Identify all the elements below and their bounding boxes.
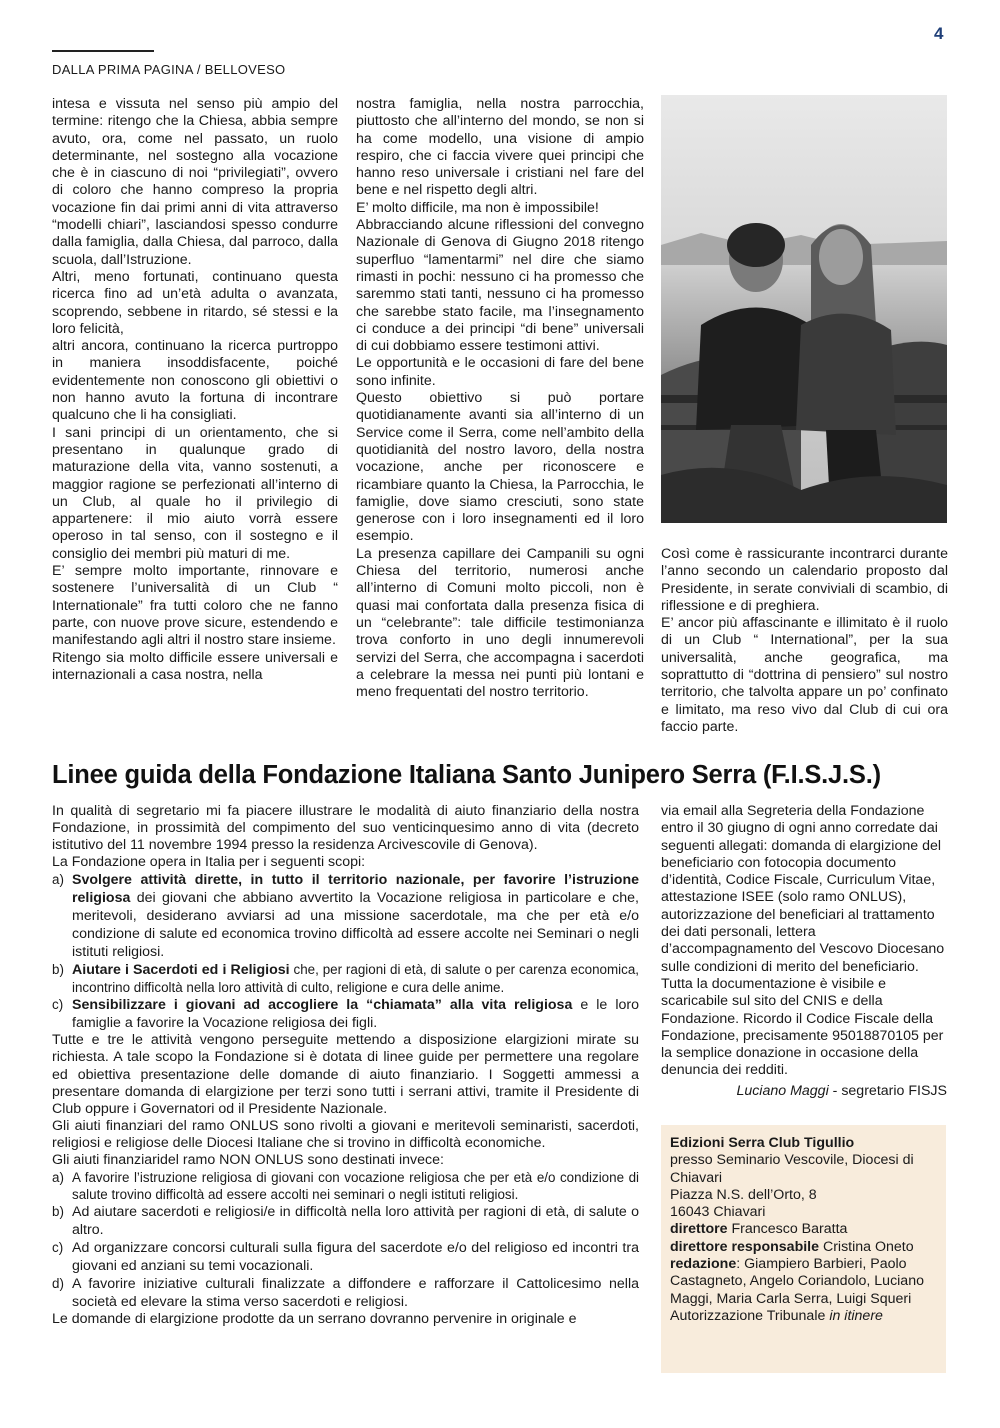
list-item [52,961,639,996]
edizioni-address: Piazza N.S. dell’Orto, 8 [670,1186,817,1203]
paragraph: Tutte e tre le attività vengono perseguite mettendo a disposizione elargizioni mirate su richiesta. A tale scopo la Fondazione si è dotata di linee guide per permettere una regolare ed obiettiva presentazione delle domande di aiuto finanziario. I Soggetti ammessi a presentare domanda di elargizione per terzi sono tutti i serrani attivi, tramite il Presidente di Club oppure i Governatori od il Presidente Nazionale. [52,1032,639,1117]
list-marker: c) [52,997,64,1013]
direttore-label: direttore [670,1221,728,1238]
paragraph: Così come è rassicurante incontrarci durante l’anno secondo un calendario proposto dal Presidente, in serate conviviali di scambio, di riflessione e di preghiera. [661,546,948,614]
redazione-names: : Giampiero Barbieri, Paolo Castagneto, Angelo Coriandolo, Luciano Maggi, Maria Carla Serra, Luigi Squeri [670,1256,924,1307]
list-marker: d) [52,1276,64,1292]
list-item [52,871,639,961]
list-item-bold: Sensibilizzare i giovani ad accogliere la “chiamata” alla vita religiosa [72,997,573,1014]
list-item [52,1169,639,1203]
paragraph: Gli aiuti finanziari del ramo ONLUS sono rivolti a giovani e meritevoli seminaristi, sacerdoti, religiosi e religiose delle Diocesi Italiane che si trovino in difficoltà economiche. [52,1117,639,1151]
scopi-list [52,871,639,1032]
paragraph: Le domande di elargizione prodotte da un serrano dovranno pervenire in originale e [52,1311,577,1328]
page-number: 4 [934,24,944,43]
list-item [52,1203,639,1239]
paragraph: Altri, meno fortunati, continuano questa ricerca fino ad un’età adulta o avanzata, scoprendo, sebbene in ritardo, sé stessi e la loro felicità, [52,268,338,337]
paragraph: Gli aiuti finanziaridel ramo NON ONLUS sono destinati invece: [52,1152,444,1169]
list-item-text: A favorire l’istruzione religiosa di giovani con vocazione religiosa che per età e/o condizione di salute trovino difficoltà ad essere accolti nei seminari o negli istituti religiosi. [72,1170,639,1203]
article-column-3 [661,546,948,736]
paragraph: E’ ancor più affascinante e illimitato è il ruolo di un Club “ International”, per la sua universalità, anche geografica, ma soprattutto di “dottrina di pensiero” sul nostro territorio, che talvolta appare un po’ confinato e limitato, ma reso vivo dal Club di cui ora faccio parte. [661,615,948,735]
list-marker: b) [52,962,64,978]
paragraph: In qualità di segretario mi fa piacere illustrare le modalità di aiuto finanziario della nostra Fondazione, in prossimità del compimento del suo venticinquesimo anno di vita (decreto istitutivo del 11 novembre 1994 presso la residenza Arcivescovile di Genova). [52,803,639,854]
list-item-text: A favorire iniziative culturali finalizzate a diffondere e rafforzare il Cattolicesimo nella società ed elevare la stima verso sacerdoti e religiosi. [72,1276,639,1311]
paragraph: nostra famiglia, nella nostra parrocchia, piuttosto che all’interno del mondo, se non si ha come modello, una visione di ampio respiro, che ci faccia vivere quei principi che hanno reso universale i cristiani nel fare del bene e nel rispetto degli altri. [356,96,644,199]
paragraph: E’ molto difficile, ma non è impossibile! [356,199,599,216]
article-column-1 [52,96,338,684]
signature-role: - segretario FISJS [828,1082,947,1099]
paragraph: Le opportunità e le occasioni di fare del bene sono infinite. [356,355,644,389]
list-item [52,1239,639,1275]
list-item [52,1275,639,1311]
article-column-2 [356,96,644,701]
paragraph: Abbracciando alcune riflessioni del convegno Nazionale di Genova di Giugno 2018 ritengo superfluo “lamentarmi” nel dire che siamo rimasti in pochi: nessuno ci ha promesso che saremmo stati tanti, nessuno ci ha promesso che sarebbe stato facile, ma l’insegnamento ci conduce a dei principi “di bene” universali di cui dobbiamo essere testimoni attivi. [356,217,644,355]
list-item-bold: Aiutare i Sacerdoti ed i Religiosi [72,962,290,979]
paragraph: Questo obiettivo si può portare quotidianamente avanti sia all’interno di un Service come il Serra, come nell’ambito della quotidianità del nostro lavoro, della nostra vocazione, anche per riconoscere e ricambiare quanto la Chiesa, la Parrocchia, le famiglie, dove siamo cresciuti, sono state generose con i loro insegnamenti ed il loro esempio. [356,390,644,545]
redazione-label: redazione [670,1256,737,1273]
responsabile-label: direttore responsabile [670,1238,820,1255]
linee-guida-headline: Linee guida della Fondazione Italiana Santo Junipero Serra (F.I.S.J.S.) [52,761,881,789]
signature [661,1083,947,1100]
paragraph: altri ancora, continuano la ricerca purtroppo in maniera insoddisfacente, poiché evidentemente non conoscono gli obiettivi o non hanno avuto la fortuna di incontrare qualcuno che li ha consigliati. [52,338,338,424]
section-label: DALLA PRIMA PAGINA / BELLOVESO [52,62,286,77]
responsabile-name: Cristina Oneto [819,1238,914,1255]
list-item [52,996,639,1032]
paragraph: via email alla Segreteria della Fondazione entro il 30 giugno di ogni anno corredate dai seguenti allegati: domanda di elargizione del beneficiario con fotocopia documento d’identità, Codice Fiscale, Curriculum Vitae, attestazione ISEE (solo ramo ONLUS), autorizzazione del beneficiari al trattamento dei dati personali, lettera d’accompagnamento del Vescovo Diocesano sulle condizioni di merito del beneficiario. Tutta la documentazione è visibile e scaricabile sul sito del CNIS e della Fondazione. Ricordo il Codice Fiscale della Fondazione, precisamente 95018870105 per la semplice donazione in occasione della denuncia dei redditi. [661,803,945,1079]
paragraph: intesa e vissuta nel senso più ampio del termine: ritengo che la Chiesa, abbia sempre avuto, ora, come nel passato, un ruolo determinante, nel sostegno alla vocazione che è in ciascuno di noi “privilegiati”, ovvero di coloro che hanno compreso la propria vocazione fin dai primi anni di vita attraverso “modelli chiari”, lasciandosi spesso condurre dalla famiglia, dalla Chiesa, dal parroco, dalla scuola, dall’Istruzione. [52,96,338,268]
edizioni-address: 16043 Chiavari [670,1204,766,1221]
edizioni-title: Edizioni Serra Club Tigullio [670,1135,855,1151]
autorizzazione-value: in itinere [829,1307,883,1324]
linee-guida-column-2 [661,803,947,1100]
section-rule [52,50,154,52]
paragraph: I sani principi di un orientamento, che si presentano in qualunque grado di maturazione della vita, vanno sostenuti, a maggior ragione se perfezionati all’interno di un Club, al quale ho il privilegio di appartenere: il mio aiuto vorrà essere operoso in tal senso, con il sostegno e il consiglio dei membri più maturi di me. [52,424,338,562]
list-item-text: e le loro famiglie a favorire la Vocazione religiosa dei figli. [72,997,639,1032]
non-onlus-list [52,1169,639,1311]
list-item-text: dei giovani che abbiano avvertito la Vocazione religiosa in particolare e che, meritevoli, desiderano avviarsi ad una missione sacerdotale, ma che per età e/o condizione di salute ed economica trovino difficoltà ad essere accolte nei Seminari o negli istituti religiosi. [72,890,639,961]
paragraph: Ritengo sia molto difficile essere universali e internazionali a casa nostra, nella [52,649,338,683]
paragraph: La presenza capillare dei Campanili su ogni Chiesa del territorio, numerosi anche all’interno di Comuni molto piccoli, non è quasi mai confortata dalla presenza fisica di un “celebrante”: tale difficile testimonianza trova conforto in uno degli innumerevoli servizi del Serra, che accompagna i sacerdoti a celebrare la messa nei punti più lontani e meno frequentati del nostro territorio. [356,545,644,701]
signature-name: Luciano Maggi [736,1082,829,1099]
paragraph: La Fondazione opera in Italia per i seguenti scopi: [52,854,366,871]
linee-guida-body [52,803,639,1328]
list-marker: a) [52,1170,64,1186]
direttore-name: Francesco Baratta [727,1221,848,1238]
paragraph: E’ sempre molto importante, rinnovare e sostenere l’universalità di un Club “ Internationale” fra tutti coloro che ne fanno parte, con nuove prove sicure, estendendo e manifestando agli altri il nostro stare insieme. [52,563,338,649]
edizioni-address: presso Seminario Vescovile, Diocesi di Chiavari [670,1152,914,1186]
list-item-text: Ad aiutare sacerdoti e religiosi/e in difficoltà nella loro attività per ragioni di età, di salute o altro. [72,1204,639,1239]
autorizzazione-label: Autorizzazione Tribunale [670,1307,830,1324]
couple-photo [661,95,947,523]
list-item-text: che, per ragioni di età, di salute o per carenza economica, incontrino difficoltà nella loro attività di culto, religione e cura delle anime. [72,962,640,996]
list-marker: b) [52,1204,64,1220]
list-item-bold: Svolgere attività dirette, in tutto il territorio nazionale, per favorire l’istruzione religiosa [72,872,639,907]
list-marker: c) [52,1240,64,1256]
list-marker: a) [52,872,64,888]
list-item-text: Ad organizzare concorsi culturali sulla figura del sacerdote e/o del religioso ed incontri tra giovani ed anziani su temi vocazionali. [72,1240,639,1275]
edizioni-box [661,1125,946,1373]
